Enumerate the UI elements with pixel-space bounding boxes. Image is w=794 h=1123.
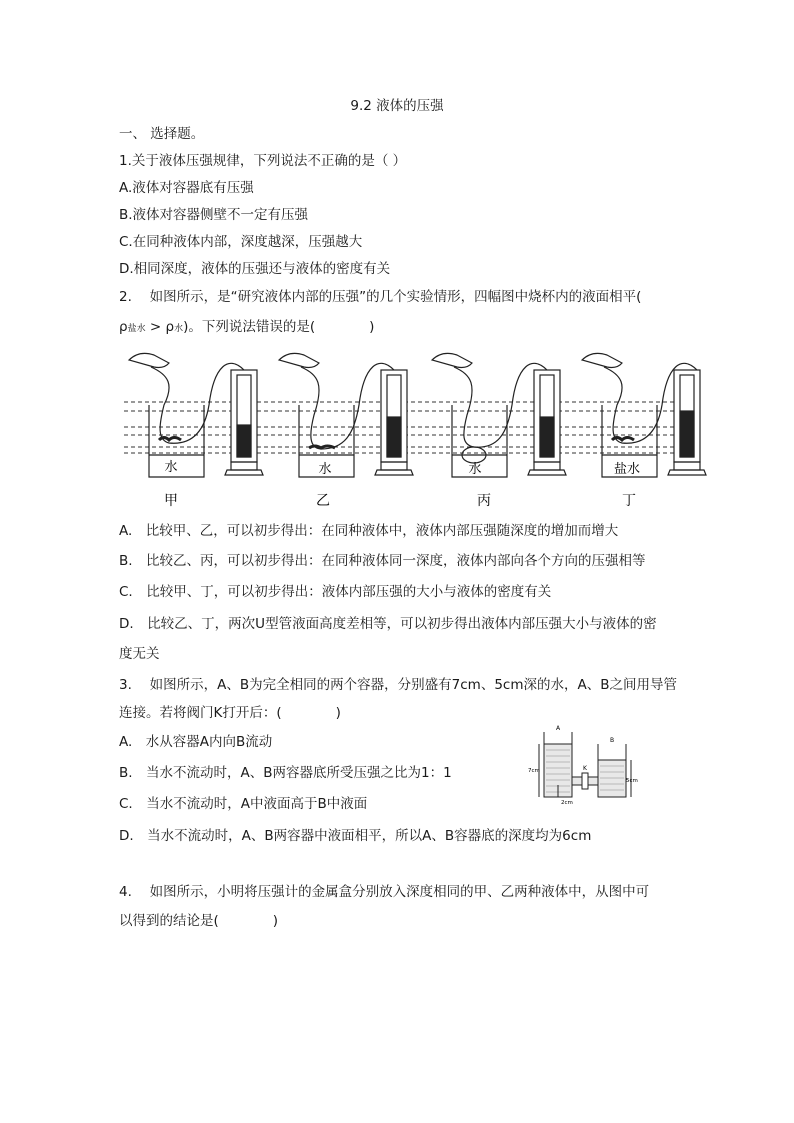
container-a-label: A: [555, 725, 561, 732]
q2-option-b: B. 比较乙、丙，可以初步得出：在同种液体同一深度，液体内部向各个方向的压强相等: [119, 553, 646, 569]
q3-option-a: A. 水从容器A内向B流动: [119, 734, 273, 750]
rho-symbol: ρ: [119, 319, 128, 335]
q2-stem-line2: [119, 317, 374, 339]
q2-stem-tail: )。下列说法错误的是( ): [183, 319, 375, 335]
q3-option-b: B. 当水不流动时，A、B两容器底所受压强之比为1：1: [119, 765, 452, 781]
setup-bing: [432, 353, 566, 477]
q3-stem-line2: 连接。若将阀门K打开后：( ): [119, 705, 341, 721]
q2-option-d: D. 比较乙、丁，两次U型管液面高度差相等，可以初步得出液体内部压强大小与液体的密: [119, 616, 657, 632]
figure-label-bing: 丙: [477, 493, 491, 509]
page-title: 9.2 液体的压强: [350, 98, 444, 114]
q3-stem-line1: 3. 如图所示，A、B为完全相同的两个容器，分别盛有7cm、5cm深的水，A、B之间用导管: [119, 677, 677, 693]
dim-a-label: 7cm: [528, 768, 540, 774]
setup-jia: [129, 353, 263, 477]
containers-ab-figure: [528, 722, 640, 808]
liquid-label-yi: 水: [318, 462, 332, 477]
q4-stem-line2: 以得到的结论是( ): [119, 913, 279, 929]
q1-option-c: C.在同种液体内部，深度越深，压强越大: [119, 234, 363, 250]
rho-subscript-water: 水: [174, 324, 184, 334]
container-b-label: B: [609, 737, 615, 744]
liquid-label-bing: 水: [468, 462, 482, 477]
setup-ding: [582, 353, 706, 477]
q3-option-d: D. 当水不流动时，A、B两容器中液面相平，所以A、B容器底的深度均为6cm: [119, 828, 592, 844]
q1-option-b: B.液体对容器侧壁不一定有压强: [119, 207, 309, 223]
liquid-label-jia: 水: [164, 460, 178, 475]
q2-option-d-cont: 度无关: [119, 646, 160, 662]
setup-yi: [279, 353, 413, 477]
dim-bottom-label: 2cm: [561, 800, 573, 806]
figure-label-yi: 乙: [316, 493, 330, 509]
section-heading: 一、 选择题。: [119, 126, 205, 142]
figure-label-ding: 丁: [622, 493, 636, 509]
rho-subscript-saltwater: 盐水: [127, 324, 146, 334]
q2-option-a: A. 比较甲、乙，可以初步得出：在同种液体中，液体内部压强随深度的增加而增大: [119, 523, 619, 539]
rho-comparison: > ρ: [145, 319, 175, 335]
q2-stem-line1: 2. 如图所示，是“研究液体内部的压强”的几个实验情形，四幅图中烧杯内的液面相平(: [119, 289, 642, 305]
liquid-label-ding: 盐水: [613, 462, 641, 477]
dim-b-label: 5cm: [626, 778, 638, 784]
figure-label-jia: 甲: [164, 493, 178, 509]
q1-stem: 1.关于液体压强规律，下列说法不正确的是（ ）: [119, 153, 407, 169]
pressure-gauge-figure: [119, 345, 709, 510]
q4-stem-line1: 4. 如图所示，小明将压强计的金属盒分别放入深度相同的甲、乙两种液体中，从图中可: [119, 884, 650, 900]
q1-option-a: A.液体对容器底有压强: [119, 180, 254, 196]
valve-k-label: K: [583, 765, 587, 772]
q3-option-c: C. 当水不流动时，A中液面高于B中液面: [119, 796, 368, 812]
q1-option-d: D.相同深度，液体的压强还与液体的密度有关: [119, 261, 391, 277]
q2-option-c: C. 比较甲、丁，可以初步得出：液体内部压强的大小与液体的密度有关: [119, 584, 552, 600]
